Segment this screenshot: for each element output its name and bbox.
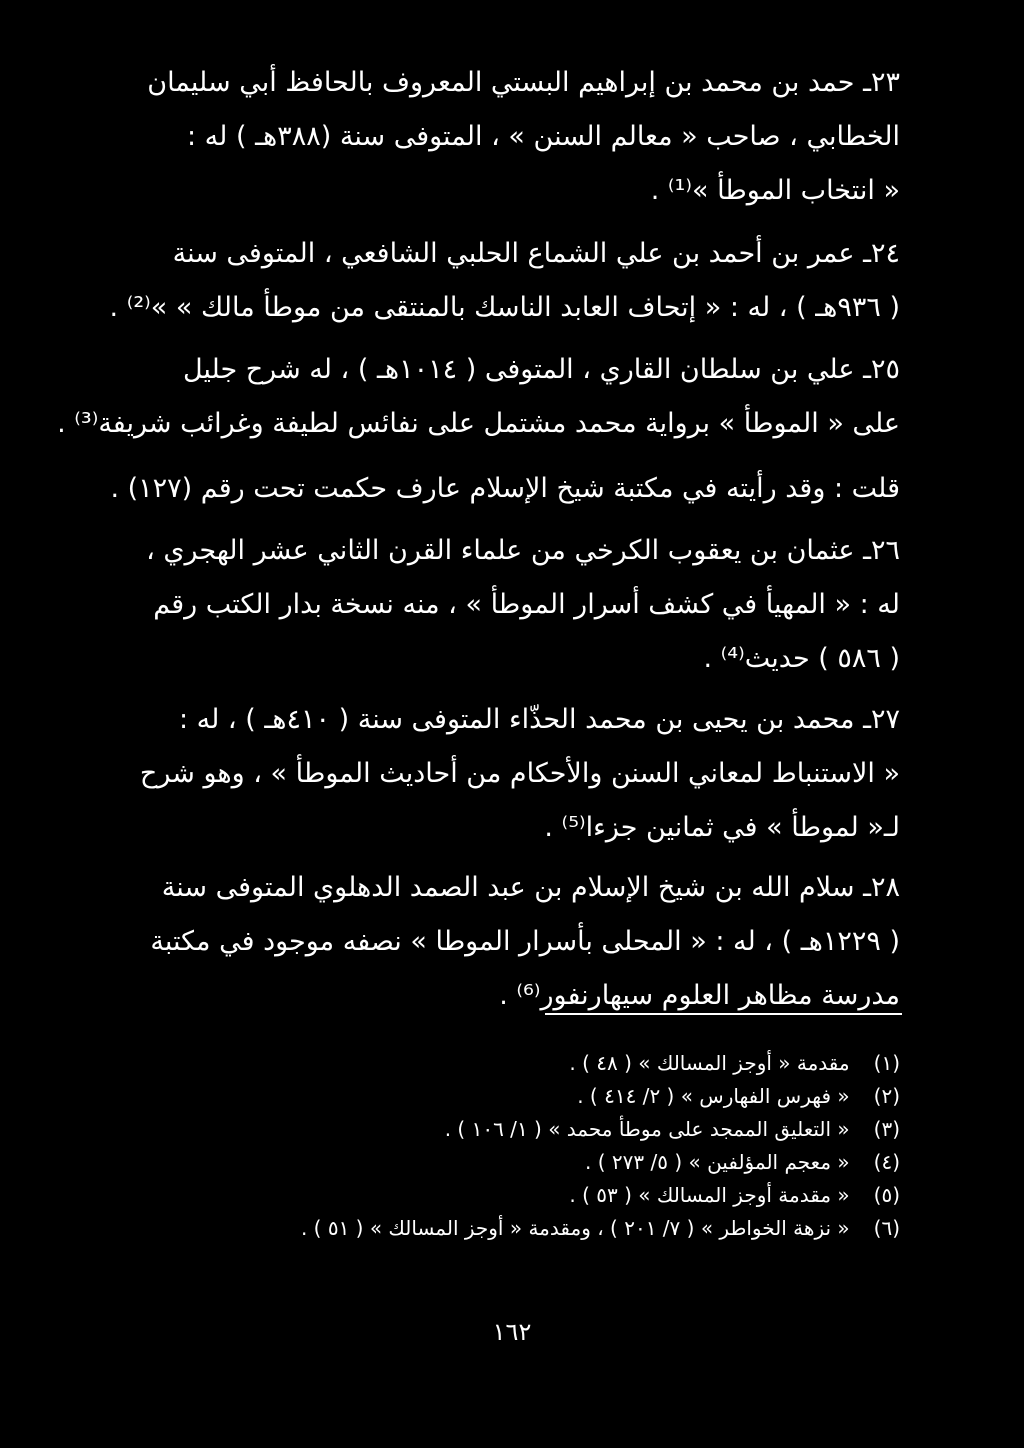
entry-line: الخطابي ، صاحب « معالم السنن » ، المتوفى سنة (٣٨٨هـ ) له : [187,121,900,152]
entry-line: « الاستنباط لمعاني السنن والأحكام من أحاديث الموطأ » ، وهو شرح [139,758,900,789]
footnote-number: (١) [873,1051,900,1075]
entry-line: ( ١٢٢٩هـ ) ، له : « المحلى بأسرار الموطا » نصفه موجود في مكتبة [150,926,900,957]
entry-line: ٢٥ـ علي بن سلطان القاري ، المتوفى ( ١٠١٤هـ ) ، له شرح جليل [182,354,900,385]
footnote-text: « نزهة الخواطر » ( ٧/ ٢٠١ ) ، ومقدمة « أوجز المسالك » ( ٥١ ) . [300,1216,850,1240]
entry-line: ٢٤ـ عمر بن أحمد بن علي الشماع الحلبي الشافعي ، المتوفى سنة [172,238,900,269]
footnote-item [120,1113,900,1146]
entry-line: ( ٥٨٦ ) حديث⁽⁴⁾ . [703,643,900,674]
footnote-divider [545,1013,902,1015]
entry-line: على « الموطأ » بروایة محمد مشتمل على نفائس لطيفة وغرائب شريفة⁽³⁾ . [57,408,900,439]
entry-line: له : « المهيأ في كشف أسرار الموطأ » ، منه نسخة بدار الكتب رقم [153,589,900,620]
footnote-item [120,1146,900,1179]
entry-line: مدرسة مظاهر العلوم سيهارنفور⁽⁶⁾ . [499,980,900,1011]
entry-line: « انتخاب الموطأ »⁽¹⁾ . [650,175,900,206]
entry-28 [105,861,900,1023]
entry-line: ( ٩٣٦هـ ) ، له : « إتحاف العابد الناسك بالمنتقى من موطأ مالك » »⁽²⁾ . [109,292,900,323]
footnote-text: « مقدمة أوجز المسالك » ( ٥٣ ) . [569,1183,850,1207]
note-paragraph [105,462,900,516]
page-number: ١٦٢ [492,1318,532,1346]
entry-line: ٢٧ـ محمد بن يحيى بن محمد الحذّاء المتوفى سنة ( ٤١٠هـ ) ، له : [178,704,900,735]
footnote-number: (٦) [873,1216,900,1240]
entry-line: لـ« لموطأ » في ثمانين جزءا⁽⁵⁾ . [544,812,900,843]
entry-25 [57,343,900,451]
footnote-number: (٤) [873,1150,900,1174]
footnote-item [120,1212,900,1245]
footnotes [120,1047,900,1245]
footnote-item [120,1080,900,1113]
footnote-number: (٣) [873,1117,900,1141]
entry-line: ٢٨ـ سلام الله بن شيخ الإسلام بن عبد الصمد الدهلوي المتوفى سنة [161,872,900,903]
entry-line: ٢٦ـ عثمان بن يعقوب الكرخي من علماء القرن الثاني عشر الهجري ، [146,535,900,566]
entry-24 [105,227,900,335]
footnote-text: « التعليق الممجد على موطأ محمد » ( ١/ ١٠٦ ) . [444,1117,850,1141]
footnote-text: « معجم المؤلفين » ( ٥/ ٢٧٣ ) . [585,1150,850,1174]
footnote-text: مقدمة « أوجز المسالك » ( ٤٨ ) . [569,1051,850,1075]
entry-27 [105,693,900,855]
entry-line: ٢٣ـ حمد بن محمد بن إبراهيم البستي المعروف بالحافظ أبي سليمان [147,67,900,98]
footnote-item [120,1047,900,1080]
footnote-item [120,1179,900,1212]
footnote-text: « فهرس الفهارس » ( ٢/ ٤١٤ ) . [577,1084,850,1108]
footnote-number: (٢) [873,1084,900,1108]
entry-26 [105,524,900,686]
footnote-number: (٥) [873,1183,900,1207]
entry-23 [105,56,900,218]
entry-line: قلت : وقد رأيته في مكتبة شيخ الإسلام عارف حكمت تحت رقم (١٢٧) . [110,473,900,504]
